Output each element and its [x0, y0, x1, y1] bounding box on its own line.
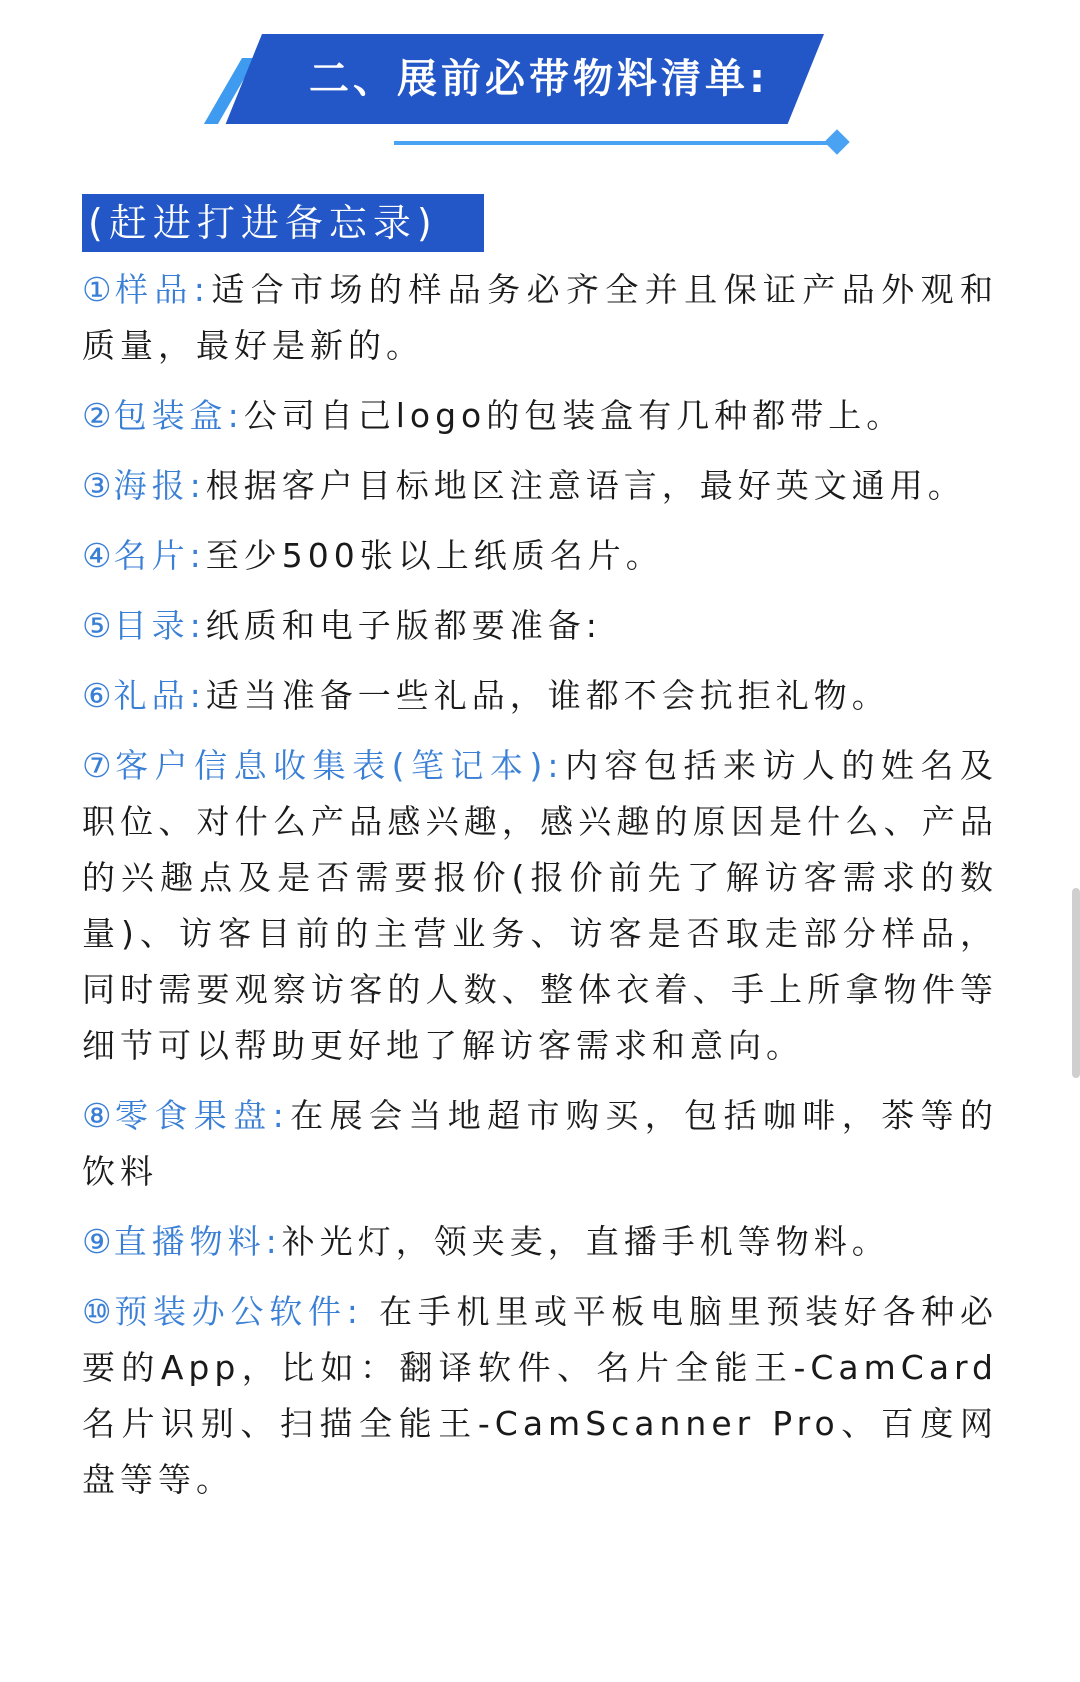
item-label: 海报:	[113, 466, 206, 505]
checklist-item-software	[82, 1284, 998, 1508]
checklist-item-samples	[82, 262, 998, 374]
item-label: 客户信息收集表(笔记本):	[115, 746, 564, 785]
item-label: 直播物料:	[113, 1222, 282, 1261]
item-number: ⑦	[82, 746, 114, 785]
checklist-item-customer-form	[82, 738, 998, 1074]
item-label: 零食果盘:	[115, 1096, 289, 1135]
checklist-item-livestream	[82, 1214, 998, 1270]
item-number: ⑥	[82, 676, 112, 715]
title-underline	[394, 141, 834, 145]
checklist-item-gifts	[82, 668, 998, 724]
checklist	[82, 262, 998, 1522]
item-number: ⑤	[82, 606, 112, 645]
item-text: 内容包括来访人的姓名及职位、对什么产品感兴趣，感兴趣的原因是什么、产品的兴趣点及是否需要报价(报价前先了解访客需求的数量)、访客目前的主营业务、访客是否取走部分样品，同时需要观察访客的人数、整体衣着、手上所拿物件等细节可以帮助更好地了解访客需求和意向。	[82, 746, 998, 1065]
checklist-item-business-cards	[82, 528, 998, 584]
item-number: ⑨	[82, 1222, 112, 1261]
item-text: 根据客户目标地区注意语言，最好英文通用。	[205, 466, 966, 505]
item-text: 适当准备一些礼品，谁都不会抗拒礼物。	[205, 676, 890, 715]
page-title: 二、展前必带物料清单:	[309, 56, 769, 102]
item-label: 礼品:	[113, 676, 206, 715]
checklist-item-catalog	[82, 598, 998, 654]
item-label: 预装办公软件:	[114, 1292, 363, 1331]
checklist-item-packaging	[82, 388, 998, 444]
item-number: ④	[82, 536, 112, 575]
diamond-icon	[824, 129, 849, 154]
checklist-item-poster	[82, 458, 998, 514]
item-text: 公司自己logo的包装盒有几种都带上。	[243, 396, 905, 435]
item-text: 适合市场的样品务必齐全并且保证产品外观和质量，最好是新的。	[82, 270, 999, 365]
item-text: 在手机里或平板电脑里预装好各种必要的App，比如：翻译软件、名片全能王-CamCard名片识别、扫描全能王-CamScanner Pro、百度网盘等等。	[82, 1292, 998, 1499]
item-number: ②	[82, 396, 112, 435]
item-number: ①	[82, 270, 113, 309]
item-label: 样品:	[115, 270, 210, 309]
item-label: 名片:	[113, 536, 206, 575]
item-text: 补光灯，领夹麦，直播手机等物料。	[281, 1222, 890, 1261]
scrollbar[interactable]	[1072, 888, 1080, 1078]
memo-tag: (赶进打进备忘录)	[82, 194, 484, 252]
item-text: 在展会当地超市购买，包括咖啡，茶等的饮料	[82, 1096, 998, 1191]
item-text: 至少500张以上纸质名片。	[205, 536, 664, 575]
item-number: ③	[82, 466, 112, 505]
item-number: ⑧	[82, 1096, 113, 1135]
item-text: 纸质和电子版都要准备:	[205, 606, 602, 645]
checklist-item-snacks	[82, 1088, 998, 1200]
item-number: ⑩	[82, 1292, 113, 1331]
item-label: 包装盒:	[113, 396, 244, 435]
section-header	[0, 0, 1080, 170]
item-label: 目录:	[113, 606, 206, 645]
